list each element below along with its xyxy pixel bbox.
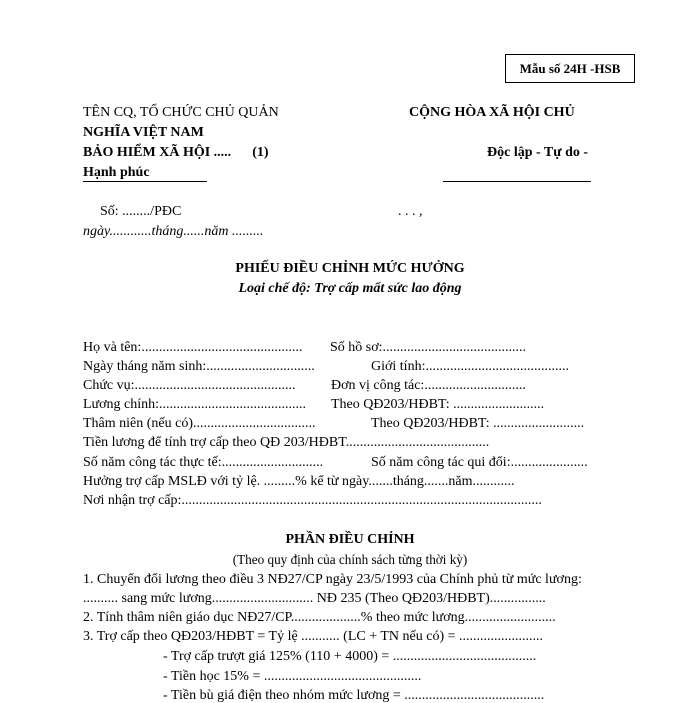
form-code: Mẫu số 24H -HSB [519,60,621,76]
field-converted-years: Số năm công tác qui đổi:...................... [371,455,588,470]
adjustment-subitem-electricity: - Tiền bù giá điện theo nhóm mức lương = ........................................ [163,688,545,703]
agency-social-insurance: BẢO HIỂM XÃ HỘI ..... [83,145,232,160]
field-actual-years: Số năm công tác thực tế:............................. [83,455,324,470]
adjustment-item-3: 3. Trợ cấp theo QĐ203/HĐBT = Tỷ lệ ........... (LC + TN nếu có) = ........................ [83,629,544,644]
agency-name-line1: TÊN CQ, TỔ CHỨC CHỦ QUẢN [83,105,279,120]
motto-line2: Hạnh phúc [83,165,150,180]
field-base-salary-qd203: Theo QĐ203/HĐBT: .......................... [331,397,545,412]
field-base-salary: Lương chính:.......................................... [83,397,307,412]
national-title-line1: CỘNG HÒA XÃ HỘI CHỦ [409,105,575,120]
form-code-box [505,54,635,83]
field-seniority: Thâm niên (nếu có)................................... [83,416,316,431]
adjustment-subitem-price-allowance: - Trợ cấp trượt giá 125% (110 + 4000) = ......................................... [163,649,537,664]
document-date: ngày............tháng......năm ......... [83,224,264,239]
field-seniority-qd203: Theo QĐ203/HĐBT: .......................... [371,416,585,431]
field-benefit-ratio: Hưởng trợ cấp MSLĐ với tỷ lệ. .........% kể từ ngày.......tháng.......năm............ [83,474,515,489]
national-title-line2: NGHĨA VIỆT NAM [83,125,204,140]
field-allowance-base-salary: Tiền lương để tính trợ cấp theo QĐ 203/HĐBT......................................... [83,435,490,450]
motto-underline [443,181,591,182]
adjustment-heading: PHẦN ĐIỀU CHỈNH [285,532,415,547]
field-file-number: Số hồ sơ:......................................... [330,340,527,355]
adjustment-item-2: 2. Tính thâm niên giáo dục NĐ27/CP....................% theo mức lương.......................... [83,610,556,625]
adjustment-item-1-continued: .......... sang mức lương............................. NĐ 235 (Theo QĐ203/HĐBT)................ [83,591,546,606]
document-title: PHIẾU ĐIỀU CHỈNH MỨC HƯỞNG [235,261,465,276]
agency-name-line2 [83,146,269,160]
field-work-unit: Đơn vị công tác:............................. [331,378,526,393]
adjustment-subheading: (Theo quy định của chính sách từng thời kỳ) [232,552,468,567]
field-receiving-place: Nơi nhận trợ cấp:....................................................................................................... [83,493,542,508]
adjustment-item-1: 1. Chuyển đổi lương theo điều 3 NĐ27/CP ngày 23/5/1993 của Chính phủ từ mức lương: [83,572,582,587]
benefit-type: Loại chế độ: Trợ cấp mất sức lao động [238,281,462,296]
field-gender: Giới tính:......................................... [371,359,569,374]
agency-underline [83,181,207,182]
place-dots: . . . , [398,204,423,219]
document-number: Số: ......../PĐC [100,204,182,219]
field-date-of-birth: Ngày tháng năm sinh:............................... [83,359,315,374]
field-full-name: Họ và tên:.............................................. [83,340,303,355]
adjustment-subitem-study: - Tiền học 15% = ............................................. [163,669,422,684]
field-position: Chức vụ:.............................................. [83,378,296,393]
motto-line1: Độc lập - Tự do - [487,145,589,160]
agency-note: (1) [252,145,269,160]
